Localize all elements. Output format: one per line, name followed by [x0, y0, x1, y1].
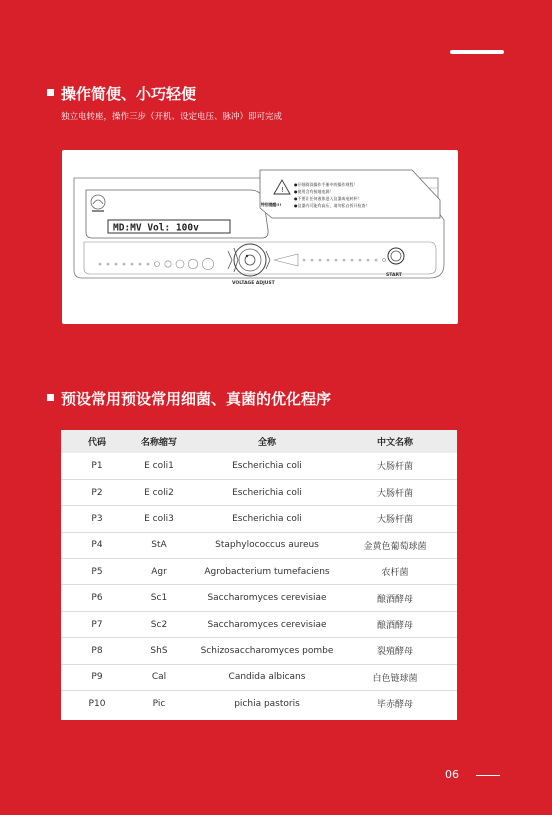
cell-code: P3 [61, 506, 125, 532]
program-table [61, 430, 457, 717]
cell-code: P10 [88, 698, 106, 709]
cell-code: P1 [61, 453, 125, 479]
table-row [61, 638, 457, 664]
cell-fullname: Escherichia coli [193, 479, 341, 505]
warning-line-3: ●不要让任何液体进入仪器或电转杯！ [294, 196, 362, 201]
cell-code: P5 [61, 559, 125, 585]
cell-abbr: E coli1 [125, 453, 193, 479]
device-panel-drawing [62, 150, 458, 324]
cell-abbr: E coli2 [125, 479, 193, 505]
cell-code: P4 [61, 532, 125, 558]
table-row [61, 664, 457, 690]
cell-chinese-name: 白色链球菌 [341, 664, 457, 690]
cell-code: P9 [61, 664, 125, 690]
cell-chinese-name: 毕赤酵母 [376, 700, 413, 711]
cell-abbr: ShS [125, 638, 193, 664]
table-row [61, 691, 457, 717]
cell-fullname: Candida albicans [193, 664, 341, 690]
cell-fullname: Staphylococcus aureus [193, 532, 341, 558]
cell-chinese-name: 酿酒酵母 [341, 611, 457, 637]
cell-abbr: Sc1 [125, 585, 193, 611]
table-row [61, 506, 457, 532]
cell-abbr: Sc2 [125, 611, 193, 637]
program-table-card [61, 430, 457, 720]
left-indicator-dots [99, 258, 214, 269]
start-label: START [386, 273, 402, 278]
cell-chinese-name: 农杆菌 [341, 559, 457, 585]
section2-title: 预设常用预设常用细菌、真菌的优化程序 [61, 390, 332, 408]
start-button-icon [388, 248, 404, 264]
header-code: 代码 [87, 438, 106, 448]
table-row [61, 479, 457, 505]
cell-abbr: E coli3 [125, 506, 193, 532]
table-row [61, 585, 457, 611]
warning-heading: 特别提醒!!! [261, 202, 282, 207]
svg-text:!: ! [281, 186, 284, 194]
cell-chinese-name: 酿酒酵母 [341, 585, 457, 611]
cell-abbr: Pic [152, 698, 166, 709]
cell-code: P6 [61, 585, 125, 611]
cell-code: P8 [61, 638, 125, 664]
cell-chinese-name: 大肠杆菌 [341, 453, 457, 479]
square-bullet-icon [47, 394, 54, 401]
cell-fullname: Saccharomyces cerevisiae [193, 585, 341, 611]
cell-chinese-name: 大肠杆菌 [341, 506, 457, 532]
warning-line-4: ●仪器内可能有高压，请勿私自拆开检查！ [294, 203, 370, 208]
table-header-row [61, 430, 457, 453]
warning-line-2: ●使用含有接地电源！ [294, 189, 334, 194]
cell-abbr: StA [125, 532, 193, 558]
cell-fullname: Saccharomyces cerevisiae [193, 611, 341, 637]
table-row [61, 611, 457, 637]
voltage-adjust-knob [228, 244, 270, 276]
cell-fullname: Agrobacterium tumefaciens [193, 559, 341, 585]
cell-fullname: pichia pastoris [234, 698, 300, 709]
cell-abbr: Agr [125, 559, 193, 585]
cell-fullname: Escherichia coli [193, 453, 341, 479]
section1-subtitle: 独立电转座，操作三步（开机、设定电压、脉冲）即可完成 [61, 112, 283, 122]
right-indicator-dots [303, 259, 385, 262]
square-bullet-icon [47, 89, 54, 96]
header-fullname: 全称 [257, 438, 276, 448]
page-number-line [476, 775, 500, 776]
cell-code: P7 [61, 611, 125, 637]
cell-chinese-name: 大肠杆菌 [341, 479, 457, 505]
header-abbr: 名称缩写 [140, 438, 177, 448]
page-number: 06 [445, 768, 459, 781]
cell-chinese-name: 裂殖酵母 [341, 638, 457, 664]
header-chinese-name: 中文名称 [376, 438, 413, 448]
section2-heading [47, 388, 331, 409]
voltage-adjust-label: VOLTAGE ADJUST [232, 281, 275, 286]
decorative-top-bar [450, 50, 504, 54]
cell-chinese-name: 金黄色葡萄球菌 [341, 532, 457, 558]
section1-title: 操作简便、小巧轻便 [61, 85, 197, 103]
table-row [61, 453, 457, 479]
lcd-display-text: MD:MV Vol: 100v [113, 222, 199, 234]
cell-fullname: Schizosaccharomyces pombe [193, 638, 341, 664]
cell-abbr: Cal [125, 664, 193, 690]
table-row [61, 532, 457, 558]
device-panel-image [62, 150, 458, 324]
cell-fullname: Escherichia coli [193, 506, 341, 532]
table-row [61, 559, 457, 585]
cell-code: P2 [61, 479, 125, 505]
brand-logo [91, 195, 105, 212]
warning-line-1: ●仔细阅读操作手册中的操作规程！ [294, 182, 358, 187]
section1-heading [47, 83, 196, 104]
